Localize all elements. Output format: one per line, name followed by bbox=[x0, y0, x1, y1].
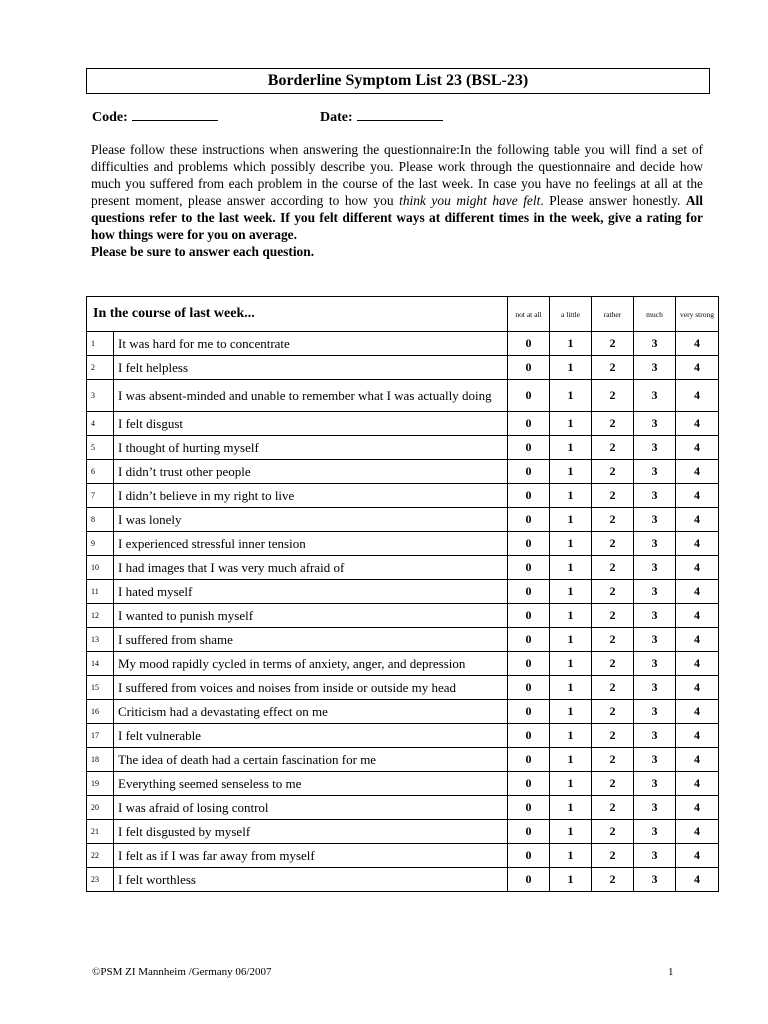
rating-option[interactable]: 4 bbox=[676, 484, 719, 508]
rating-option[interactable]: 4 bbox=[676, 700, 719, 724]
rating-option[interactable]: 4 bbox=[676, 332, 719, 356]
item-number: 8 bbox=[87, 508, 114, 532]
rating-option[interactable]: 4 bbox=[676, 436, 719, 460]
rating-option[interactable]: 1 bbox=[550, 356, 592, 380]
instructions-answer-all: Please be sure to answer each question. bbox=[91, 244, 315, 259]
rating-option[interactable]: 4 bbox=[676, 604, 719, 628]
rating-option[interactable]: 4 bbox=[676, 820, 719, 844]
rating-option[interactable]: 1 bbox=[550, 380, 592, 412]
rating-option[interactable]: 3 bbox=[634, 532, 676, 556]
rating-option[interactable]: 2 bbox=[592, 652, 634, 676]
rating-option[interactable]: 3 bbox=[634, 412, 676, 436]
rating-option[interactable]: 3 bbox=[634, 580, 676, 604]
item-text: I felt disgust bbox=[114, 412, 508, 436]
rating-option[interactable]: 1 bbox=[550, 748, 592, 772]
rating-option[interactable]: 3 bbox=[634, 796, 676, 820]
item-number: 22 bbox=[87, 844, 114, 868]
table-row bbox=[87, 332, 719, 356]
table-row bbox=[87, 556, 719, 580]
rating-option[interactable]: 1 bbox=[550, 484, 592, 508]
table-row bbox=[87, 820, 719, 844]
rating-option[interactable]: 0 bbox=[508, 580, 550, 604]
table-row bbox=[87, 436, 719, 460]
rating-option[interactable]: 4 bbox=[676, 676, 719, 700]
page-number: 1 bbox=[668, 966, 674, 978]
rating-option[interactable]: 1 bbox=[550, 868, 592, 892]
rating-option[interactable]: 4 bbox=[676, 532, 719, 556]
instructions-italic: think you might have felt bbox=[399, 193, 541, 208]
rating-option[interactable]: 2 bbox=[592, 436, 634, 460]
item-text: I experienced stressful inner tension bbox=[114, 532, 508, 556]
rating-option[interactable]: 0 bbox=[508, 628, 550, 652]
rating-option[interactable]: 2 bbox=[592, 724, 634, 748]
item-text: Everything seemed senseless to me bbox=[114, 772, 508, 796]
table-row bbox=[87, 532, 719, 556]
item-number: 11 bbox=[87, 580, 114, 604]
rating-option[interactable]: 4 bbox=[676, 844, 719, 868]
table-row bbox=[87, 796, 719, 820]
rating-option[interactable]: 1 bbox=[550, 436, 592, 460]
rating-option[interactable]: 3 bbox=[634, 508, 676, 532]
item-number: 20 bbox=[87, 796, 114, 820]
rating-option[interactable]: 0 bbox=[508, 556, 550, 580]
option-header: a little bbox=[550, 297, 592, 332]
item-text: I was absent-minded and unable to remember what I was actually doing bbox=[114, 380, 508, 412]
item-number: 23 bbox=[87, 868, 114, 892]
rating-option[interactable]: 3 bbox=[634, 868, 676, 892]
rating-option[interactable]: 2 bbox=[592, 460, 634, 484]
item-text: I hated myself bbox=[114, 580, 508, 604]
item-number: 12 bbox=[87, 604, 114, 628]
item-text: Criticism had a devastating effect on me bbox=[114, 700, 508, 724]
item-number: 7 bbox=[87, 484, 114, 508]
rating-option[interactable]: 1 bbox=[550, 556, 592, 580]
item-text: I felt disgusted by myself bbox=[114, 820, 508, 844]
table-row bbox=[87, 700, 719, 724]
instructions bbox=[91, 141, 703, 260]
rating-option[interactable]: 1 bbox=[550, 508, 592, 532]
table-row bbox=[87, 772, 719, 796]
rating-option[interactable]: 4 bbox=[676, 412, 719, 436]
rating-option[interactable]: 4 bbox=[676, 628, 719, 652]
item-text: I felt worthless bbox=[114, 868, 508, 892]
rating-option[interactable]: 1 bbox=[550, 772, 592, 796]
rating-option[interactable]: 0 bbox=[508, 604, 550, 628]
table-row bbox=[87, 484, 719, 508]
rating-option[interactable]: 0 bbox=[508, 412, 550, 436]
item-number: 4 bbox=[87, 412, 114, 436]
symptom-table bbox=[86, 296, 719, 892]
table-row bbox=[87, 412, 719, 436]
item-text: I was afraid of losing control bbox=[114, 796, 508, 820]
rating-option[interactable]: 0 bbox=[508, 844, 550, 868]
item-number: 10 bbox=[87, 556, 114, 580]
option-header: rather bbox=[592, 297, 634, 332]
date-label: Date: bbox=[320, 110, 353, 125]
item-number: 3 bbox=[87, 380, 114, 412]
rating-option[interactable]: 3 bbox=[634, 628, 676, 652]
table-header-question: In the course of last week... bbox=[87, 297, 508, 332]
table-row bbox=[87, 604, 719, 628]
item-text: I didn’t trust other people bbox=[114, 460, 508, 484]
rating-option[interactable]: 3 bbox=[634, 380, 676, 412]
rating-option[interactable]: 2 bbox=[592, 772, 634, 796]
rating-option[interactable]: 3 bbox=[634, 604, 676, 628]
table-row bbox=[87, 724, 719, 748]
rating-option[interactable]: 3 bbox=[634, 484, 676, 508]
footer-copyright: ©PSM ZI Mannheim /Germany 06/2007 bbox=[92, 966, 272, 978]
rating-option[interactable]: 0 bbox=[508, 484, 550, 508]
code-blank[interactable] bbox=[132, 109, 218, 121]
rating-option[interactable]: 3 bbox=[634, 332, 676, 356]
table-row bbox=[87, 652, 719, 676]
table-row bbox=[87, 748, 719, 772]
rating-option[interactable]: 2 bbox=[592, 380, 634, 412]
rating-option[interactable]: 0 bbox=[508, 436, 550, 460]
rating-option[interactable]: 1 bbox=[550, 844, 592, 868]
rating-option[interactable]: 1 bbox=[550, 676, 592, 700]
rating-option[interactable]: 3 bbox=[634, 676, 676, 700]
rating-option[interactable]: 0 bbox=[508, 796, 550, 820]
rating-option[interactable]: 0 bbox=[508, 676, 550, 700]
date-field[interactable] bbox=[320, 109, 443, 126]
rating-option[interactable]: 3 bbox=[634, 700, 676, 724]
rating-option[interactable]: 2 bbox=[592, 868, 634, 892]
item-number: 2 bbox=[87, 356, 114, 380]
rating-option[interactable]: 4 bbox=[676, 868, 719, 892]
table-row bbox=[87, 460, 719, 484]
rating-option[interactable]: 3 bbox=[634, 724, 676, 748]
rating-option[interactable]: 3 bbox=[634, 820, 676, 844]
item-number: 21 bbox=[87, 820, 114, 844]
item-text: I thought of hurting myself bbox=[114, 436, 508, 460]
rating-option[interactable]: 2 bbox=[592, 580, 634, 604]
item-number: 5 bbox=[87, 436, 114, 460]
rating-option[interactable]: 1 bbox=[550, 580, 592, 604]
rating-option[interactable]: 4 bbox=[676, 748, 719, 772]
item-text: I had images that I was very much afraid of bbox=[114, 556, 508, 580]
option-header: not at all bbox=[508, 297, 550, 332]
rating-option[interactable]: 1 bbox=[550, 412, 592, 436]
rating-option[interactable]: 2 bbox=[592, 820, 634, 844]
rating-option[interactable]: 0 bbox=[508, 356, 550, 380]
rating-option[interactable]: 1 bbox=[550, 628, 592, 652]
rating-option[interactable]: 3 bbox=[634, 556, 676, 580]
item-text: I wanted to punish myself bbox=[114, 604, 508, 628]
rating-option[interactable]: 0 bbox=[508, 772, 550, 796]
rating-option[interactable]: 2 bbox=[592, 676, 634, 700]
rating-option[interactable]: 2 bbox=[592, 628, 634, 652]
item-text: I felt as if I was far away from myself bbox=[114, 844, 508, 868]
item-text: I suffered from shame bbox=[114, 628, 508, 652]
rating-option[interactable]: 3 bbox=[634, 844, 676, 868]
table-row bbox=[87, 676, 719, 700]
table-row bbox=[87, 844, 719, 868]
item-number: 13 bbox=[87, 628, 114, 652]
rating-option[interactable]: 0 bbox=[508, 380, 550, 412]
instructions-bold: All questions refer to the last week. If you felt different ways at different times in the week, give a rating for how things were for you on average. bbox=[91, 193, 703, 242]
table-row bbox=[87, 380, 719, 412]
rating-option[interactable]: 4 bbox=[676, 772, 719, 796]
rating-option[interactable]: 0 bbox=[508, 332, 550, 356]
rating-option[interactable]: 0 bbox=[508, 652, 550, 676]
rating-option[interactable]: 2 bbox=[592, 356, 634, 380]
rating-option[interactable]: 0 bbox=[508, 820, 550, 844]
rating-option[interactable]: 2 bbox=[592, 844, 634, 868]
item-text: It was hard for me to concentrate bbox=[114, 332, 508, 356]
table-row bbox=[87, 868, 719, 892]
rating-option[interactable]: 3 bbox=[634, 436, 676, 460]
option-header: very strong bbox=[676, 297, 719, 332]
rating-option[interactable]: 0 bbox=[508, 700, 550, 724]
rating-option[interactable]: 0 bbox=[508, 724, 550, 748]
item-number: 15 bbox=[87, 676, 114, 700]
rating-option[interactable]: 4 bbox=[676, 356, 719, 380]
rating-option[interactable]: 0 bbox=[508, 532, 550, 556]
rating-option[interactable]: 4 bbox=[676, 724, 719, 748]
table-row bbox=[87, 628, 719, 652]
table-row bbox=[87, 580, 719, 604]
date-blank[interactable] bbox=[357, 109, 443, 121]
item-text: I didn’t believe in my right to live bbox=[114, 484, 508, 508]
rating-option[interactable]: 1 bbox=[550, 532, 592, 556]
item-text: My mood rapidly cycled in terms of anxiety, anger, and depression bbox=[114, 652, 508, 676]
rating-option[interactable]: 4 bbox=[676, 460, 719, 484]
item-number: 17 bbox=[87, 724, 114, 748]
rating-option[interactable]: 1 bbox=[550, 700, 592, 724]
rating-option[interactable]: 4 bbox=[676, 508, 719, 532]
rating-option[interactable]: 1 bbox=[550, 724, 592, 748]
item-number: 1 bbox=[87, 332, 114, 356]
rating-option[interactable]: 2 bbox=[592, 700, 634, 724]
item-number: 6 bbox=[87, 460, 114, 484]
document-title: Borderline Symptom List 23 (BSL-23) bbox=[86, 68, 710, 94]
instructions-text-end: . Please answer honestly. bbox=[540, 193, 686, 208]
item-number: 16 bbox=[87, 700, 114, 724]
table-row bbox=[87, 356, 719, 380]
rating-option[interactable]: 2 bbox=[592, 532, 634, 556]
rating-option[interactable]: 0 bbox=[508, 868, 550, 892]
item-text: I felt helpless bbox=[114, 356, 508, 380]
rating-option[interactable]: 0 bbox=[508, 508, 550, 532]
table-row bbox=[87, 508, 719, 532]
rating-option[interactable]: 0 bbox=[508, 748, 550, 772]
rating-option[interactable]: 1 bbox=[550, 652, 592, 676]
rating-option[interactable]: 2 bbox=[592, 796, 634, 820]
code-label: Code: bbox=[92, 110, 128, 125]
item-number: 14 bbox=[87, 652, 114, 676]
rating-option[interactable]: 1 bbox=[550, 460, 592, 484]
item-number: 19 bbox=[87, 772, 114, 796]
rating-option[interactable]: 4 bbox=[676, 580, 719, 604]
rating-option[interactable]: 3 bbox=[634, 460, 676, 484]
rating-option[interactable]: 2 bbox=[592, 604, 634, 628]
rating-option[interactable]: 4 bbox=[676, 380, 719, 412]
item-number: 9 bbox=[87, 532, 114, 556]
rating-option[interactable]: 2 bbox=[592, 484, 634, 508]
rating-option[interactable]: 3 bbox=[634, 748, 676, 772]
rating-option[interactable]: 2 bbox=[592, 412, 634, 436]
rating-option[interactable]: 1 bbox=[550, 332, 592, 356]
rating-option[interactable]: 3 bbox=[634, 772, 676, 796]
rating-option[interactable]: 3 bbox=[634, 652, 676, 676]
rating-option[interactable]: 0 bbox=[508, 460, 550, 484]
item-text: I suffered from voices and noises from inside or outside my head bbox=[114, 676, 508, 700]
item-number: 18 bbox=[87, 748, 114, 772]
code-field[interactable] bbox=[92, 109, 218, 126]
rating-option[interactable]: 1 bbox=[550, 820, 592, 844]
item-text: I was lonely bbox=[114, 508, 508, 532]
item-text: The idea of death had a certain fascination for me bbox=[114, 748, 508, 772]
rating-option[interactable]: 2 bbox=[592, 556, 634, 580]
rating-option[interactable]: 2 bbox=[592, 508, 634, 532]
option-header: much bbox=[634, 297, 676, 332]
rating-option[interactable]: 1 bbox=[550, 796, 592, 820]
rating-option[interactable]: 4 bbox=[676, 796, 719, 820]
item-text: I felt vulnerable bbox=[114, 724, 508, 748]
rating-option[interactable]: 2 bbox=[592, 748, 634, 772]
rating-option[interactable]: 4 bbox=[676, 556, 719, 580]
instructions-text: Please follow these instructions when answering the questionnaire:In the following table you will find a set of difficulties and problems which possibly describe you. Please work through the questionnaire and decide how much you suffered from each problem in the course of the last week. In case you have no feelings at all at the present moment, please answer according to how you bbox=[91, 142, 703, 208]
rating-option[interactable]: 1 bbox=[550, 604, 592, 628]
rating-option[interactable]: 2 bbox=[592, 332, 634, 356]
rating-option[interactable]: 4 bbox=[676, 652, 719, 676]
rating-option[interactable]: 3 bbox=[634, 356, 676, 380]
